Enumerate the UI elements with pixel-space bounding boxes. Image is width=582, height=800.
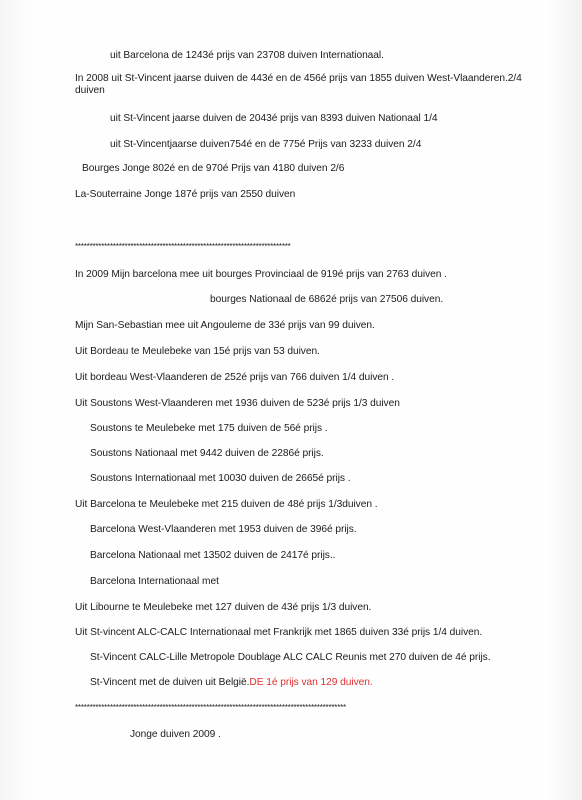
text-line: In 2009 Mijn barcelona mee uit bourges Provinciaal de 919é prijs van 2763 duiven . (75, 269, 447, 280)
text-line: Barcelona Internationaal met (90, 576, 219, 587)
highlight-text: DE 1é prijs van 129 duiven. (249, 677, 373, 688)
text-line: uit Barcelona de 1243é prijs van 23708 duiven Internationaal. (110, 50, 384, 61)
text-line: Uit Barcelona te Meulebeke met 215 duiven de 48é prijs 1/3duiven . (75, 499, 378, 510)
text-line: Soustons Internationaal met 10030 duiven de 2665é prijs . (90, 473, 351, 484)
text-line (90, 677, 373, 689)
text-segment: St-Vincent met de duiven uit België. (90, 677, 250, 688)
separator-stars: ************************************************************************** (75, 242, 291, 251)
text-line: Soustons Nationaal met 9442 duiven de 2286é prijs. (90, 448, 324, 459)
separator-stars: ********************************************************************************************* (75, 703, 346, 712)
text-line: In 2008 uit St-Vincent jaarse duiven de 443é en de 456é prijs van 1855 duiven West-Vlaanderen.2/4 duiven (75, 73, 522, 96)
text-line: bourges Nationaal de 6862é prijs van 27506 duiven. (210, 294, 444, 305)
text-line: Uit Libourne te Meulebeke met 127 duiven de 43é prijs 1/3 duiven. (75, 602, 372, 613)
text-line: St-Vincent CALC-Lille Metropole Doublage ALC CALC Reunis met 270 duiven de 4é prijs. (90, 652, 491, 663)
text-line: Uit Bordeau te Meulebeke van 15é prijs van 53 duiven. (75, 346, 320, 357)
text-line: La-Souterraine Jonge 187é prijs van 2550 duiven (75, 189, 296, 200)
text-line: Uit bordeau West-Vlaanderen de 252é prijs van 766 duiven 1/4 duiven . (75, 372, 395, 383)
text-line: Mijn San-Sebastian mee uit Angouleme de 33é prijs van 99 duiven. (75, 320, 375, 331)
section-heading: Jonge duiven 2009 . (130, 729, 221, 740)
text-line: uit St-Vincentjaarse duiven754é en de 775é Prijs van 3233 duiven 2/4 (110, 139, 422, 150)
text-line: Uit Soustons West-Vlaanderen met 1936 duiven de 523é prijs 1/3 duiven (75, 398, 400, 409)
text-line: Soustons te Meulebeke met 175 duiven de 56é prijs . (90, 423, 328, 434)
text-line: Barcelona Nationaal met 13502 duiven de 2417é prijs.. (90, 550, 336, 561)
text-line: Barcelona West-Vlaanderen met 1953 duiven de 396é prijs. (90, 524, 357, 535)
text-line: Uit St-vincent ALC-CALC Internationaal met Frankrijk met 1865 duiven 33é prijs 1/4 duiven. (75, 627, 483, 638)
text-line: Bourges Jonge 802é en de 970é Prijs van 4180 duiven 2/6 (82, 163, 345, 174)
text-line: uit St-Vincent jaarse duiven de 2043é prijs van 8393 duiven Nationaal 1/4 (110, 113, 438, 124)
